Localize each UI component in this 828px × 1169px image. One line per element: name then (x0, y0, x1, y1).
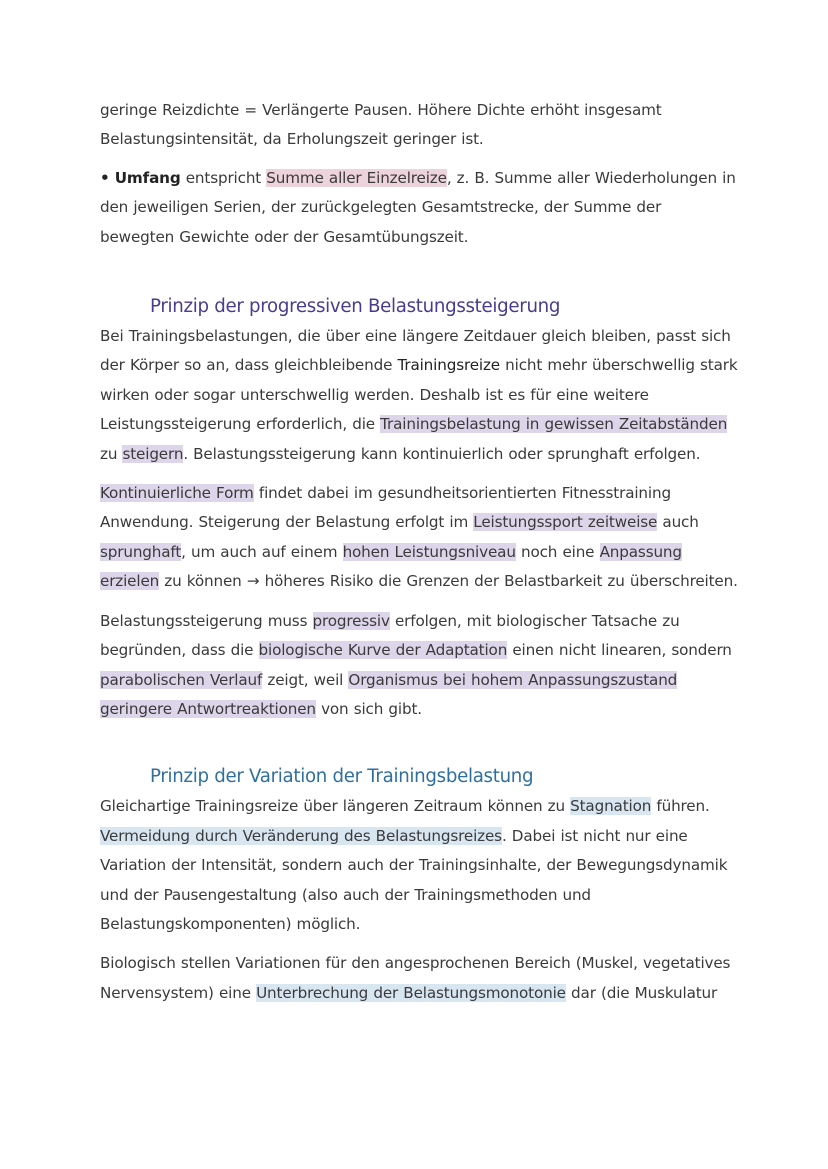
paragraph-biological-variation (100, 949, 740, 1008)
highlight-blue: Stagnation (570, 797, 652, 816)
paragraph-continuous-form (100, 479, 740, 597)
paragraph-volume (100, 164, 740, 252)
paragraph-text: geringe Reizdichte = Verlängerte Pausen. Höhere Dichte erhöht insgesamt Belastungsintensität, da Erholungszeit geringer ist. (100, 101, 662, 149)
highlight-purple: Organismus bei hohem Anpassungszustand geringere Antwortreaktionen (100, 670, 678, 718)
section-heading-variation: Prinzip der Variation der Trainingsbelastung (150, 766, 534, 788)
highlight-purple: hohen Leistungsniveau (342, 542, 516, 561)
paragraph-progressive (100, 607, 740, 725)
paragraph-text: Biologisch stellen Variationen für den angesprochenen Bereich (Muskel, vegetatives Nervensystem) eine (100, 954, 731, 1002)
paragraph-text: Gleichartige Trainingsreize über längeren Zeitraum können zu (100, 797, 571, 816)
paragraph-text: , z. B. Summe aller Wiederholungen in den jeweiligen Serien, der zurückgelegten Gesamtstrecke, der Summe der bewegten Gewichte oder der Gesamtübungszeit. (100, 168, 736, 246)
paragraph-text: findet dabei im gesundheitsorientierten Fitnesstraining Anwendung. Steigerung der Belastung erfolgt im (100, 484, 671, 532)
paragraph-text: , um auch auf einem (181, 542, 343, 561)
paragraph-text: entspricht (180, 168, 267, 187)
paragraph-text: zu (100, 444, 123, 463)
highlight-pink: Summe aller Einzelreize (266, 168, 447, 187)
highlight-purple: Leistungssport zeitweise (473, 513, 658, 532)
highlight-purple: Anpassung erzielen (100, 542, 682, 591)
paragraph-text: . Dabei ist nicht nur eine Variation der Intensität, sondern auch der Trainingsinhalte, der Bewegungsdynamik und der Pausengestaltung (also auch der Trainingsmethoden und Belastungskomponenten) möglich. (100, 826, 728, 933)
highlight-purple: progressiv (312, 611, 390, 630)
highlight-purple: steigern (122, 444, 184, 463)
paragraph-text: zeigt, weil (262, 670, 349, 689)
paragraph-text: einen nicht linearen, sondern (507, 641, 732, 660)
paragraph-text: auch (657, 513, 699, 532)
highlight-blue: Vermeidung durch Veränderung des Belastungsreizes (100, 826, 502, 845)
highlight-purple: sprunghaft (100, 542, 182, 561)
paragraph-text: führen. (651, 797, 710, 816)
emphasis-term: Trainingsreize (397, 356, 500, 375)
bold-term: Umfang (114, 168, 181, 187)
paragraph-text: nicht mehr überschwellig stark wirken oder sogar unterschwellig werden. Deshalb ist es für eine weitere Leistungssteigerung erforderlich, die (100, 356, 738, 434)
paragraph-text: Bei Trainingsbelastungen, die über eine längere Zeitdauer gleich bleiben, passt sich der Körper so an, dass gleichbleibende (100, 327, 731, 375)
section-heading-progression: Prinzip der progressiven Belastungssteigerung (150, 296, 561, 318)
paragraph-text: Belastungssteigerung muss (100, 611, 313, 630)
highlight-purple: Kontinuierliche Form (100, 484, 254, 503)
paragraph-text: noch eine (515, 542, 600, 561)
paragraph-variation-intro (100, 792, 740, 939)
document-page (100, 96, 740, 1018)
paragraph-text: dar (die Muskulatur (565, 983, 718, 1002)
paragraph-text: erfolgen, mit biologischer Tatsache zu begründen, dass die (100, 611, 680, 660)
paragraph-progression-intro (100, 322, 740, 469)
bullet-point: • (100, 168, 110, 187)
highlight-blue: Unterbrechung der Belastungsmonotonie (256, 983, 566, 1002)
paragraph-text: zu können → höheres Risiko die Grenzen der Belastbarkeit zu überschreiten. (159, 572, 738, 591)
highlight-purple: Trainingsbelastung in gewissen Zeitabständen (380, 415, 728, 434)
paragraph-text: von sich gibt. (315, 699, 422, 718)
paragraph-density (100, 96, 740, 155)
highlight-purple: parabolischen Verlauf (100, 670, 263, 689)
highlight-purple: biologische Kurve der Adaptation (258, 641, 508, 660)
paragraph-text: . Belastungssteigerung kann kontinuierlich oder sprunghaft erfolgen. (183, 444, 701, 463)
